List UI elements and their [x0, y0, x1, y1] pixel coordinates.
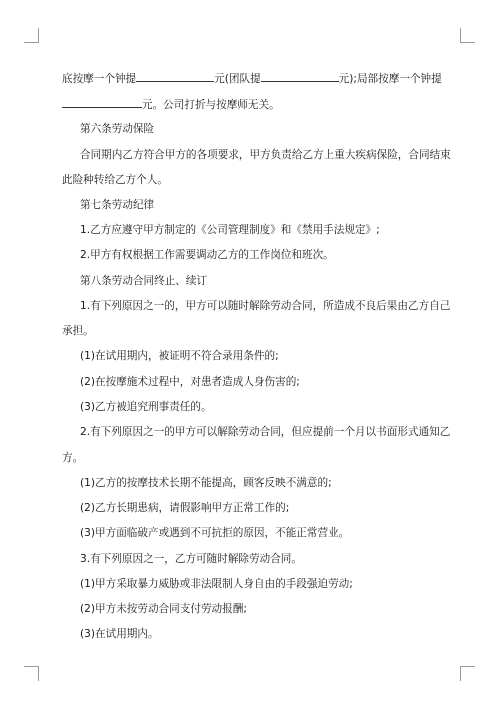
- crop-mark-top-right: [460, 28, 475, 43]
- crop-mark-bottom-left: [24, 666, 39, 681]
- text-line: 2.有下列原因之一的甲方可以解除劳动合同，但应提前一个月以书面形式通知乙: [80, 426, 451, 438]
- article-heading: 第八条劳动合同终止、续订: [80, 275, 208, 287]
- text-line: 2.甲方有权根据工作需要调动乙方的工作岗位和班次。: [80, 249, 334, 261]
- text-line: 此险种转给乙方个人。: [62, 174, 168, 186]
- text-segment: 元);局部按摩一个钟提: [338, 73, 442, 85]
- list-item: (1)甲方采取暴力威胁或非法限制人身自由的手段强迫劳动;: [80, 578, 353, 590]
- crop-mark-top-left: [24, 28, 39, 43]
- list-item: (1)乙方的按摩技术长期不能提高，顾客反映不满意的;: [80, 477, 332, 489]
- text-line: 1.有下列原因之一的，甲方可以随时解除劳动合同，所造成不良后果由乙方自己: [80, 300, 451, 312]
- blank-field: [62, 97, 142, 108]
- text-line: [62, 71, 442, 86]
- blank-field: [261, 71, 339, 82]
- list-item: (3)乙方被追究刑事责任的。: [80, 401, 212, 413]
- crop-mark-bottom-right: [460, 666, 475, 681]
- text-segment: 元(团队提: [214, 73, 261, 85]
- text-line: 合同期内乙方符合甲方的各项要求，甲方负责给乙方上重大疾病保险，合同结束: [80, 149, 451, 161]
- blank-field: [136, 71, 214, 82]
- list-item: (3)在试用期内。: [80, 628, 159, 640]
- text-segment: 元。公司打折与按摩师无关。: [142, 99, 280, 111]
- article-heading: 第六条劳动保险: [80, 123, 155, 135]
- list-item: (2)在按摩施术过程中，对患者造成人身伤害的;: [80, 376, 300, 388]
- text-line: 3.有下列原因之一，乙方可随时解除劳动合同。: [80, 553, 302, 565]
- text-line: 1.乙方应遵守甲方制定的《公司管理制度》和《禁用手法规定》;: [80, 224, 380, 236]
- text-line: 承担。: [62, 325, 94, 337]
- list-item: (1)在试用期内，被证明不符合录用条件的;: [80, 350, 279, 362]
- article-heading: 第七条劳动纪律: [80, 199, 155, 211]
- list-item: (3)甲方面临破产或遇到不可抗拒的原因，不能正常营业。: [80, 527, 350, 539]
- text-line: [62, 97, 280, 112]
- text-line: 方。: [62, 452, 84, 464]
- list-item: (2)乙方长期患病，请假影响甲方正常工作的;: [80, 502, 290, 514]
- list-item: (2)甲方未按劳动合同支付劳动报酬;: [80, 603, 247, 615]
- text-segment: 底按摩一个钟提: [62, 73, 137, 85]
